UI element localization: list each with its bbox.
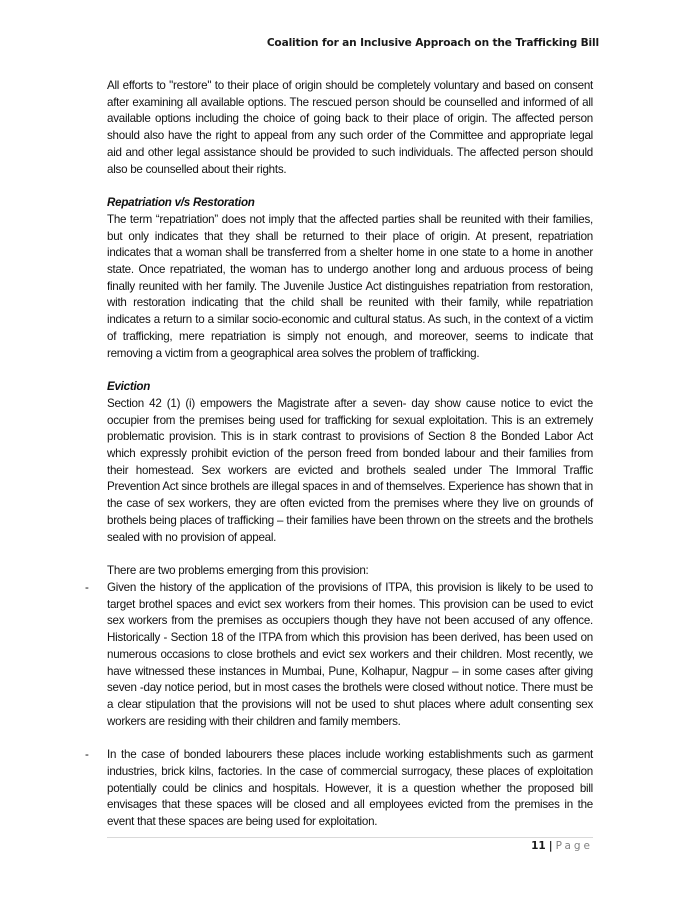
footer-divider <box>107 837 593 838</box>
list-item-text: Given the history of the application of the provisions of ITPA, this provision is likely to be used to target brothel spaces and evict sex workers from their homes. This provision can be used to evict sex workers from the premises as occupiers though they have not been accused of any offence. Historically - Section 18 of the ITPA from which this provision has been derived, has been used on numerous occasions to close brothels and evict sex workers and their children. Most recently, we have witnessed these instances in Mumbai, Pune, Kolhapur, Nagpur – in some cases after giving seven -day notice period, but in most cases the brothels were closed without notice. There must be a clear stipulation that the provisions will not be used to shut places where adult consenting sex workers are residing with their children and family members. <box>107 580 593 728</box>
list-item <box>85 580 593 730</box>
page-footer <box>531 840 593 852</box>
spacer <box>107 546 593 563</box>
intro-paragraph: All efforts to "restore" to their place of origin should be completely voluntary and based on consent after examining all available options. The rescued person should be counselled and informed of all available options including the choice of going back to their place of origin. The affected person should also have the right to appeal from any such order of the Committee and appropriate legal aid and other legal assistance should be provided to such individuals. The affected person should also be counselled about their rights. <box>107 79 593 176</box>
problems-intro: There are two problems emerging from this provision: <box>107 564 369 578</box>
repatriation-paragraph: The term “repatriation” does not imply that the affected parties shall be reunited with their families, but only indicates that they shall be returned to their place of origin. At present, repatriation indicates that a woman shall be transferred from a shelter home in one state to a home in another state. Once repatriated, the woman has to undergo another long and arduous process of being finally reunited with her family. The Juvenile Justice Act distinguishes repatriation from restoration, with restoration indicating that the child shall be reunited with their family, while repatriation indicates a return to a similar socio-economic and cultural status. As such, in the context of a victim of trafficking, mere repatriation is simply not enough, and moreover, seems to indicate that removing a victim from a geographical area solves the problem of trafficking. <box>107 212 593 360</box>
page-number: 11 <box>531 840 546 852</box>
bullet-marker: - <box>85 748 89 762</box>
list-item-text: In the case of bonded labourers these places include working establishments such as garment industries, brick kilns, factories. In the case of commercial surrogacy, these places of exploitation potentially could be clinics and hospitals. However, it is a question whether the proposed bill envisages that these spaces will be closed and all employees evicted from the premises in the event that these spaces are being used for exploitation. <box>107 748 593 829</box>
section-heading-repatriation: Repatriation v/s Restoration <box>107 196 255 210</box>
spacer <box>107 362 593 379</box>
problems-list <box>85 580 593 831</box>
footer-separator: | <box>548 840 553 852</box>
bullet-marker: - <box>85 580 89 594</box>
eviction-paragraph: Section 42 (1) (i) empowers the Magistrate after a seven- day show cause notice to evict the occupier from the premises being used for trafficking for sexual exploitation. This is an extremely problematic provision. This is in stark contrast to provisions of Section 8 the Bonded Labor Act which expressly prohibit eviction of the person freed from bonded labour and their families from their homestead. Sex workers are evicted and brothels sealed under The Immoral Traffic Prevention Act since brothels are illegal spaces in and of themselves. Experience has shown that in the case of sex workers, they are often evicted from the premises where they live on grounds of brothels being places of trafficking – their families have been thrown on the streets and the brothels sealed with no provision of appeal. <box>107 396 593 544</box>
section-heading-eviction: Eviction <box>107 380 151 394</box>
spacer <box>107 730 593 747</box>
list-item <box>85 747 593 831</box>
page-content <box>85 78 593 831</box>
page-label: Page <box>555 840 593 852</box>
spacer <box>107 178 593 195</box>
running-header: Coalition for an Inclusive Approach on the Trafficking Bill <box>266 37 599 49</box>
